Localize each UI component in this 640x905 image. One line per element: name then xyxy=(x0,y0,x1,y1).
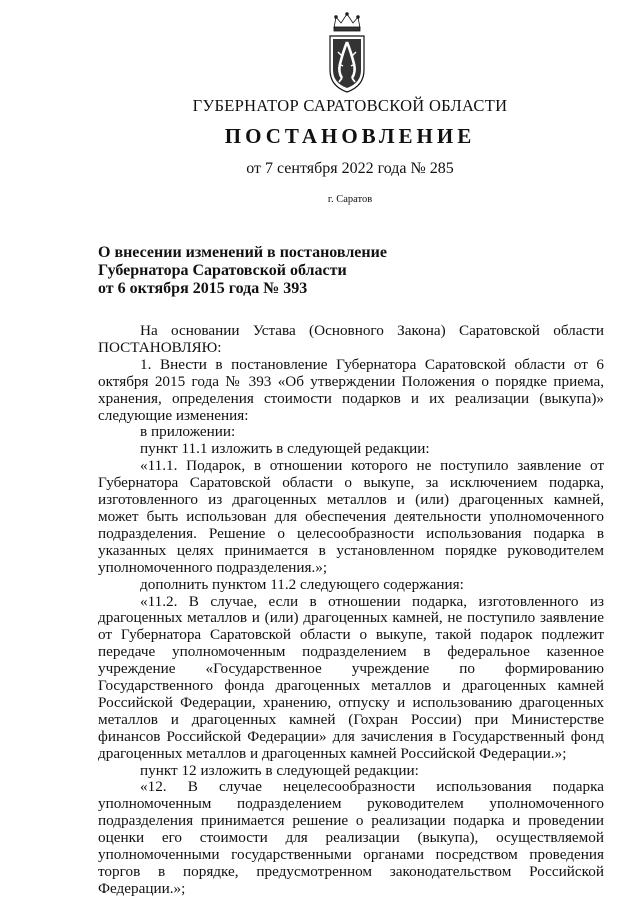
annex-paragraph: в приложении: xyxy=(140,423,236,441)
document-date-number: от 7 сентября 2022 года № 285 xyxy=(246,160,454,177)
point-11-2-intro: дополнить пунктом 11.2 следующего содержания: xyxy=(140,575,464,593)
resolve-word: ПОСТАНОВЛЯЮ: xyxy=(98,338,222,356)
title-line: Губернатора Саратовской области xyxy=(98,262,347,279)
document-city: г. Саратов xyxy=(327,194,373,205)
coat-of-arms-emblem xyxy=(322,12,372,94)
document-body xyxy=(98,323,604,898)
point-11-1-intro: пункт 11.1 изложить в следующей редакции: xyxy=(140,440,430,458)
preamble-paragraph: На основании Устава (Основного Закона) Саратовской области xyxy=(140,322,604,339)
point-11-1-text: «11.1. Подарок, в отношении которого не поступило заявление от Губернатора Саратовской области о выкупе, за исключением подарка, изготовленного из драгоценных металлов и (или) драгоценных камней, может быть использован для обеспечения деятельности уполномоченного подразделения. Решение о целесообразности использования подарка в указанных целях принимается в установленном порядке руководителем уполномоченного подразделения.»; xyxy=(98,457,604,576)
item-1-paragraph: 1. Внести в постановление Губернатора Саратовской области от 6 октября 2015 года № 393 «Об утверждении Положения о порядке приема, хранения, определения стоимости подарков и их реализации (выкупа)» следующие изменения: xyxy=(98,355,604,424)
title-line: от 6 октября 2015 года № 393 xyxy=(98,280,308,297)
point-11-2-text: «11.2. В случае, если в отношении подарка, изготовленного из драгоценных металлов и (или) драгоценных камней, не поступило заявление от Губернатора Саратовской области о выкупе, такой подарок подлежит передаче уполномоченным подразделением в федеральное казенное учреждение «Государственное учреждение по формированию Государственного фонда драгоценных металлов и драгоценных камней Российской Федерации, хранению, отпуску и использованию драгоценных металлов и драгоценных камней (Гохран России) при Министерстве финансов Российской Федерации» для зачисления в Государственный фонд драгоценных металлов и драгоценных камней Российской Федерации.»; xyxy=(98,592,604,762)
point-12-intro: пункт 12 изложить в следующей редакции: xyxy=(140,761,419,779)
document-type: ПОСТАНОВЛЕНИЕ xyxy=(224,124,476,148)
document-title xyxy=(98,244,418,298)
point-12-text: «12. В случае нецелесообразности использования подарка уполномоченным подразделением руководителем уполномоченного подразделения принимается решение о реализации подарка и проведении оценки его стоимости для реализации (выкупа), осуществляемой уполномоченными государственными органами посредством проведения торгов в порядке, предусмотренном законодательством Российской Федерации.»; xyxy=(98,778,604,897)
title-line: О внесении изменений в постановление xyxy=(98,244,387,261)
issuing-authority: ГУБЕРНАТОР САРАТОВСКОЙ ОБЛАСТИ xyxy=(192,96,508,115)
